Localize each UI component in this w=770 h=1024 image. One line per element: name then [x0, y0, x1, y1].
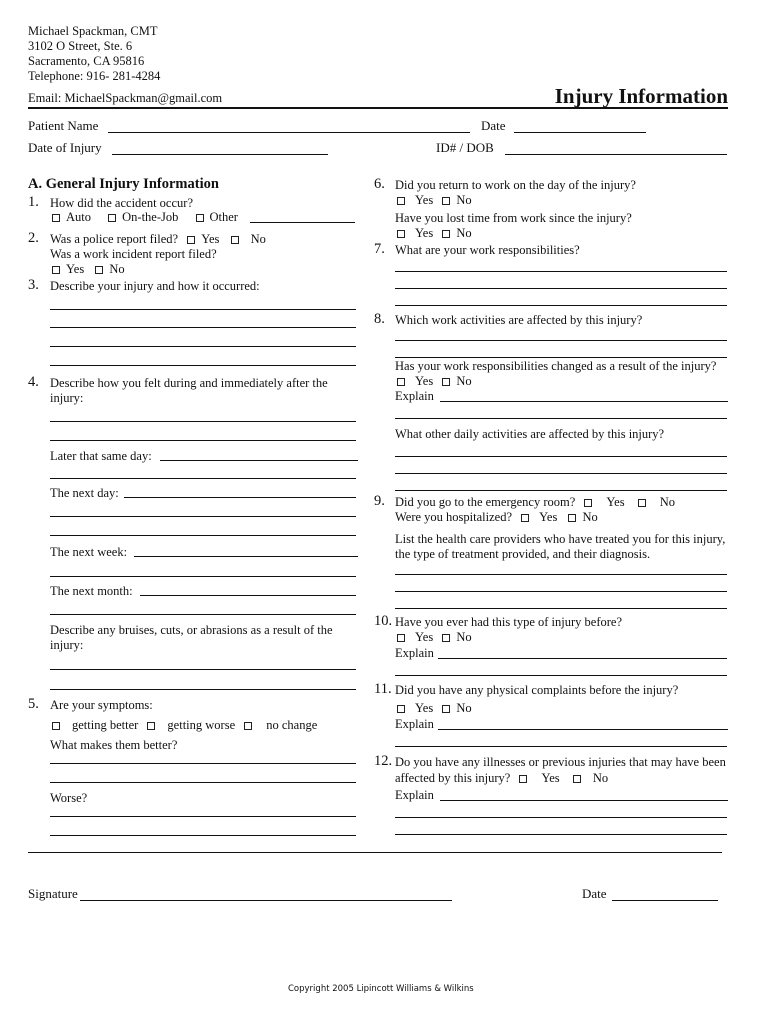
copyright: Copyright 2005 Lipincott Williams & Wilkins [288, 984, 474, 994]
answer-line[interactable] [50, 782, 356, 783]
next-month-label: The next month: [50, 584, 133, 598]
hosp-no-label: No [582, 510, 598, 524]
section-a-heading: A. General Injury Information [28, 176, 219, 192]
next-day-field[interactable] [124, 497, 356, 498]
signature-date-label: Date [582, 886, 607, 901]
q6-no-checkbox[interactable] [442, 197, 450, 205]
signature-date-field[interactable] [612, 900, 718, 901]
q5-text: Are your symptoms: [50, 698, 153, 712]
q7-number: 7. [374, 241, 385, 257]
q1-other-field[interactable] [250, 222, 355, 223]
practitioner-name: Michael Spackman, CMT [28, 24, 158, 38]
email: Email: MichaelSpackman@gmail.com [28, 91, 223, 105]
q9-hosp-text: Were you hospitalized? [395, 510, 513, 524]
answer-line[interactable] [395, 574, 727, 575]
q9-hosp-line [395, 510, 598, 525]
page-title: Injury Information [554, 84, 728, 108]
q8-no-label: No [456, 374, 472, 388]
patient-name-label: Patient Name [28, 118, 99, 133]
answer-line[interactable] [395, 608, 727, 609]
bottom-divider [28, 852, 722, 853]
next-month-field[interactable] [140, 595, 356, 596]
telephone: Telephone: 916- 281-4284 [28, 69, 161, 83]
q11-no-label: No [456, 701, 472, 715]
q10-yes-label: Yes [415, 630, 434, 644]
getting-better-checkbox[interactable] [52, 722, 60, 730]
q11-no-checkbox[interactable] [442, 705, 450, 713]
answer-line[interactable] [395, 746, 727, 747]
other-label: Other [209, 210, 238, 224]
q2-text2: Was a work incident report filed? [50, 247, 217, 261]
q2-number: 2. [28, 230, 39, 246]
answer-line[interactable] [50, 346, 356, 347]
hosp-yes-label: Yes [539, 510, 558, 524]
auto-checkbox[interactable] [52, 214, 60, 222]
answer-line[interactable] [50, 689, 356, 690]
q2b-options [50, 262, 125, 277]
signature-field[interactable] [80, 900, 452, 901]
q2-yes-label: Yes [201, 232, 220, 246]
q12-no-checkbox[interactable] [573, 775, 581, 783]
next-day-label: The next day: [50, 486, 119, 500]
q6b-options [395, 226, 472, 241]
other-checkbox[interactable] [196, 214, 204, 222]
q10-explain-field[interactable] [438, 658, 727, 659]
q4-number: 4. [28, 374, 39, 390]
answer-line[interactable] [50, 835, 356, 836]
bruises-text-cont: injury: [50, 638, 84, 652]
q8-changed-text: Has your work responsibilities changed as a result of the injury? [395, 359, 717, 373]
q11-number: 11. [374, 681, 392, 697]
q12-yes-label: Yes [541, 771, 560, 785]
answer-line[interactable] [395, 456, 727, 457]
later-same-day-label: Later that same day: [50, 449, 152, 463]
q10-no-checkbox[interactable] [442, 634, 450, 642]
q6-yes-label: Yes [415, 193, 434, 207]
q2-line [50, 232, 266, 247]
auto-label: Auto [66, 210, 91, 224]
q8-options [395, 374, 472, 389]
answer-line[interactable] [50, 365, 356, 366]
bruises-text: Describe any bruises, cuts, or abrasions as a result of the [50, 623, 333, 637]
q6-no-label: No [456, 193, 472, 207]
answer-line[interactable] [50, 421, 356, 422]
patient-name-field[interactable] [108, 132, 470, 133]
date-field[interactable] [514, 132, 646, 133]
answer-line[interactable] [50, 763, 356, 764]
q5-options [50, 718, 317, 733]
answer-line[interactable] [50, 478, 356, 479]
answer-line[interactable] [395, 288, 727, 289]
answer-line[interactable] [50, 516, 356, 517]
q6-text: Did you return to work on the day of the injury? [395, 178, 636, 192]
signature-label: Signature [28, 886, 78, 901]
no-change-checkbox[interactable] [244, 722, 252, 730]
answer-line[interactable] [50, 440, 356, 441]
answer-line[interactable] [50, 816, 356, 817]
getting-worse-checkbox[interactable] [147, 722, 155, 730]
q11-explain-label: Explain [395, 717, 434, 731]
next-week-label: The next week: [50, 545, 128, 559]
q11-yes-checkbox[interactable] [397, 705, 405, 713]
q6b-yes-label: Yes [415, 226, 434, 240]
hosp-yes-checkbox[interactable] [521, 514, 529, 522]
q12-number: 12. [374, 753, 393, 769]
getting-better-label: getting better [72, 718, 139, 732]
better-label: What makes them better? [50, 738, 178, 752]
answer-line[interactable] [50, 576, 356, 577]
q1-options [50, 210, 238, 225]
q11-yes-label: Yes [415, 701, 434, 715]
injury-date-field[interactable] [112, 154, 328, 155]
q8-explain-label: Explain [395, 389, 434, 403]
q11-options [395, 701, 472, 716]
answer-line[interactable] [395, 305, 727, 306]
address-city: Sacramento, CA 95816 [28, 54, 145, 68]
q2-text: Was a police report filed? [50, 232, 179, 246]
answer-line[interactable] [395, 834, 727, 835]
q3-number: 3. [28, 277, 39, 293]
worse-label: Worse? [50, 791, 88, 805]
q11-explain-field[interactable] [438, 729, 728, 730]
answer-line[interactable] [395, 591, 727, 592]
q1-text: How did the accident occur? [50, 196, 193, 210]
q8-text: Which work activities are affected by this injury? [395, 313, 643, 327]
q10-explain-label: Explain [395, 646, 434, 660]
id-dob-label: ID# / DOB [436, 140, 494, 155]
no-change-label: no change [266, 718, 318, 732]
q2-yes-checkbox[interactable] [187, 236, 195, 244]
answer-line[interactable] [395, 817, 727, 818]
q8-explain-field[interactable] [440, 401, 728, 402]
on-the-job-label: On-the-Job [122, 210, 179, 224]
q2b-yes-label: Yes [66, 262, 85, 276]
q6b-no-label: No [456, 226, 472, 240]
q5-number: 5. [28, 696, 39, 712]
date-label: Date [481, 118, 506, 133]
header-divider [28, 107, 728, 109]
q10-yes-checkbox[interactable] [397, 634, 405, 642]
q6-yes-checkbox[interactable] [397, 197, 405, 205]
q9-line [395, 495, 675, 510]
q2-no-checkbox[interactable] [231, 236, 239, 244]
q12-text2: affected by this injury? [395, 771, 511, 785]
q8-yes-checkbox[interactable] [397, 378, 405, 386]
q12-yes-checkbox[interactable] [519, 775, 527, 783]
later-same-day-field[interactable] [160, 460, 358, 461]
q6b-no-checkbox[interactable] [442, 230, 450, 238]
answer-line[interactable] [395, 271, 727, 272]
q9-no-checkbox[interactable] [638, 499, 646, 507]
answer-line[interactable] [50, 309, 356, 310]
q8-other-text: What other daily activities are affected by this injury? [395, 427, 665, 441]
q6-number: 6. [374, 176, 385, 192]
q2b-no-checkbox[interactable] [95, 266, 103, 274]
getting-worse-label: getting worse [167, 718, 236, 732]
q10-number: 10. [374, 613, 393, 629]
answer-line[interactable] [395, 357, 727, 358]
q12-explain-field[interactable] [440, 800, 728, 801]
q9-list-text1: List the health care providers who have treated you for this injury, [395, 532, 726, 546]
q12-text: Do you have any illnesses or previous injuries that may have been [395, 755, 726, 769]
answer-line[interactable] [395, 675, 727, 676]
on-the-job-checkbox[interactable] [108, 214, 116, 222]
q9-number: 9. [374, 493, 385, 509]
q9-yes-checkbox[interactable] [584, 499, 592, 507]
next-week-field[interactable] [134, 556, 358, 557]
q2-no-label: No [250, 232, 266, 246]
q10-no-label: No [456, 630, 472, 644]
q10-text: Have you ever had this type of injury before? [395, 615, 623, 629]
q8-yes-label: Yes [415, 374, 434, 388]
q12-explain-label: Explain [395, 788, 434, 802]
q11-text: Did you have any physical complaints before the injury? [395, 683, 679, 697]
q9-list-text2: the type of treatment provided, and their diagnosis. [395, 547, 651, 561]
answer-line[interactable] [395, 473, 727, 474]
q1-number: 1. [28, 194, 39, 210]
q7-text: What are your work responsibilities? [395, 243, 580, 257]
injury-date-label: Date of Injury [28, 140, 102, 155]
answer-line[interactable] [395, 340, 727, 341]
q6b-yes-checkbox[interactable] [397, 230, 405, 238]
answer-line[interactable] [50, 327, 356, 328]
q9-text: Did you go to the emergency room? [395, 495, 576, 509]
q4-text: Describe how you felt during and immediately after the [50, 376, 328, 390]
q3-text: Describe your injury and how it occurred: [50, 279, 260, 293]
q6-text2: Have you lost time from work since the injury? [395, 211, 632, 225]
answer-line[interactable] [395, 418, 727, 419]
q4-text-cont: injury: [50, 391, 84, 405]
answer-line[interactable] [50, 669, 356, 670]
address-street: 3102 O Street, Ste. 6 [28, 39, 133, 53]
answer-line[interactable] [50, 535, 356, 536]
q10-options [395, 630, 472, 645]
q9-yes-label: Yes [606, 495, 625, 509]
q9-no-label: No [659, 495, 676, 509]
q12-no-label: No [592, 771, 609, 785]
answer-line[interactable] [50, 614, 356, 615]
id-dob-field[interactable] [505, 154, 727, 155]
hosp-no-checkbox[interactable] [568, 514, 576, 522]
q8-number: 8. [374, 311, 385, 327]
answer-line[interactable] [395, 490, 727, 491]
q12-line2 [395, 771, 608, 786]
q2b-no-label: No [109, 262, 125, 276]
q8-no-checkbox[interactable] [442, 378, 450, 386]
q6-options [395, 193, 472, 208]
q2b-yes-checkbox[interactable] [52, 266, 60, 274]
